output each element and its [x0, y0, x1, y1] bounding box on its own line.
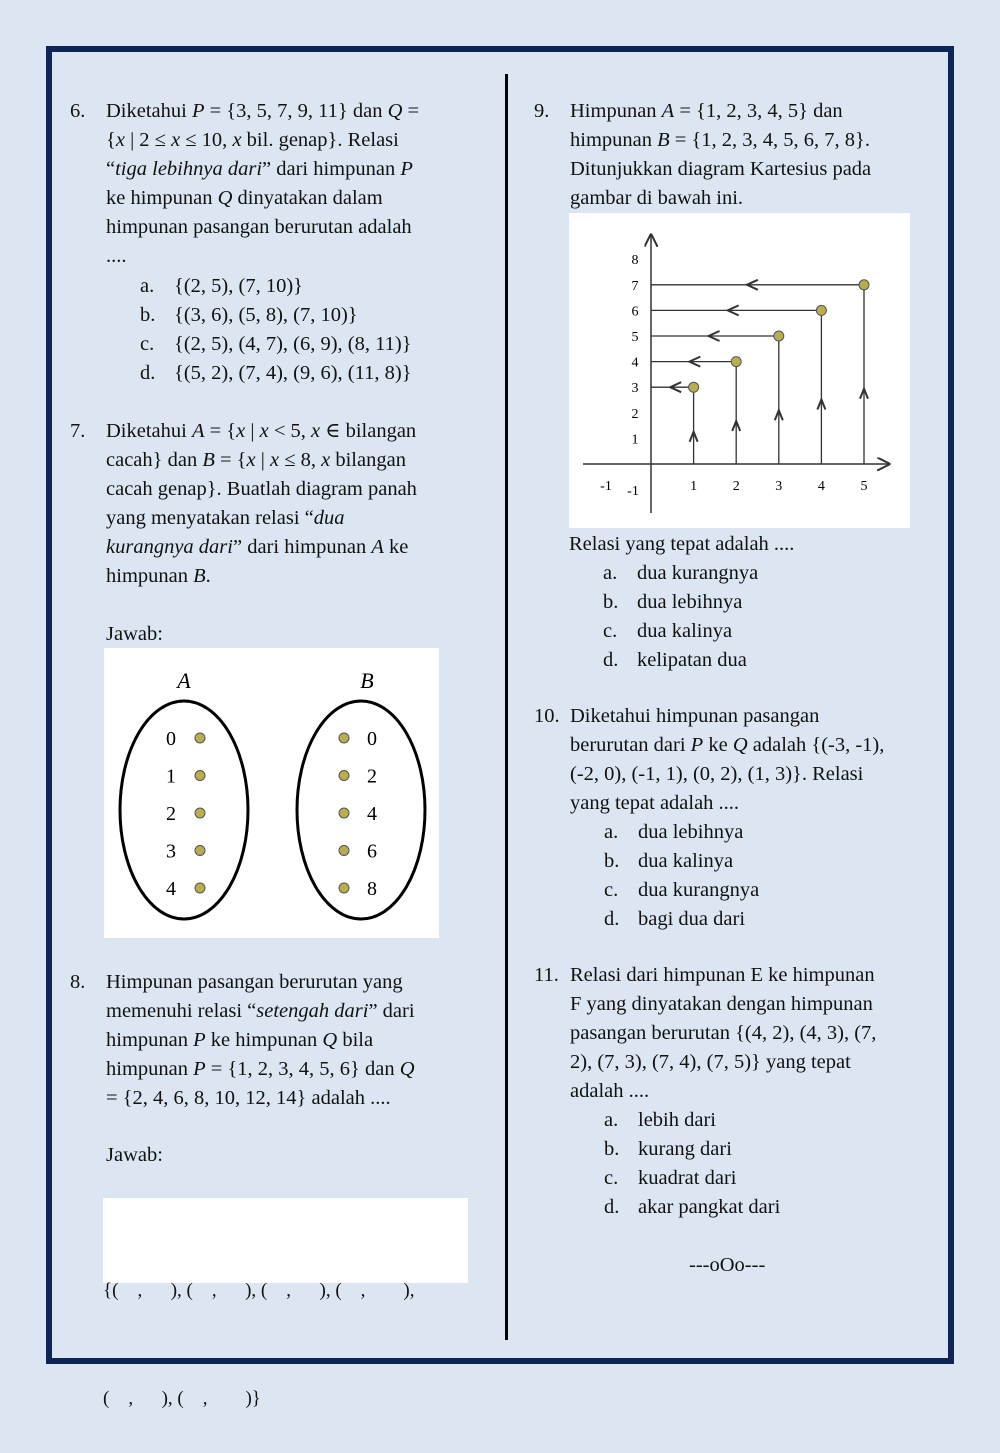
text-line: yang menyatakan relasi “dua	[106, 507, 345, 529]
answer-label: Jawab:	[106, 1144, 163, 1166]
option-text: dua kalinya	[638, 850, 734, 872]
question-number: 7.	[70, 420, 86, 442]
question-9-prompt	[569, 530, 929, 675]
set-a-point[interactable]	[195, 846, 205, 856]
text-line: himpunan B.	[106, 565, 211, 587]
question-text	[570, 702, 934, 818]
option-letter: b.	[604, 850, 620, 872]
question-number: 8.	[70, 971, 86, 993]
text-line: kurangnya dari” dari himpunan A ke	[106, 536, 409, 558]
text-line: himpunan P = {1, 2, 3, 4, 5, 6} dan Q	[106, 1058, 415, 1080]
option-text: dua kalinya	[637, 620, 733, 642]
option-text: bagi dua dari	[638, 908, 746, 930]
question-6	[70, 97, 470, 388]
question-number: 11.	[534, 964, 559, 986]
cartesian-diagram	[569, 213, 910, 528]
set-b-value: 0	[367, 728, 377, 750]
option-c[interactable]	[604, 1164, 934, 1193]
set-a-value: 3	[166, 840, 176, 863]
y-tick-label: 7	[631, 278, 639, 294]
question-8	[70, 968, 470, 1113]
answer-line-1: {( , ), ( , ), ( , ), ( , ),	[103, 1280, 415, 1301]
text-line: Diketahui A = {x | x < 5, x ∈ bilangan	[106, 420, 417, 442]
set-a-value: 1	[166, 765, 176, 788]
x-tick-label: -1	[600, 479, 612, 494]
text-line: Relasi dari himpunan E ke himpunan	[570, 964, 875, 986]
x-tick-label: 3	[775, 479, 783, 494]
option-b[interactable]	[140, 301, 470, 330]
question-text	[570, 961, 934, 1106]
relation-point	[859, 280, 869, 290]
option-text: {(3, 6), (5, 8), (7, 10)}	[174, 304, 358, 326]
text-line: berurutan dari P ke Q adalah {(-3, -1),	[570, 734, 885, 756]
text-line: F yang dinyatakan dengan himpunan	[570, 993, 873, 1015]
set-b-value: 6	[367, 840, 377, 863]
text-line: (-2, 0), (-1, 1), (0, 2), (1, 3)}. Relasi	[570, 763, 864, 785]
text-line: cacah genap}. Buatlah diagram panah	[106, 478, 417, 500]
option-text: {(2, 5), (7, 10)}	[174, 275, 303, 297]
option-letter: a.	[603, 562, 618, 584]
option-letter: d.	[604, 908, 620, 930]
option-letter: c.	[140, 333, 155, 355]
option-d[interactable]	[604, 1193, 934, 1222]
option-text: lebih dari	[638, 1109, 716, 1131]
options	[70, 272, 470, 388]
arrow-diagram	[104, 648, 439, 938]
option-letter: b.	[603, 591, 619, 613]
set-a-value: 4	[166, 878, 176, 900]
set-b-value: 2	[367, 765, 377, 788]
x-tick-label: 5	[860, 479, 868, 494]
text-line: {x | 2 ≤ x ≤ 10, x bil. genap}. Relasi	[106, 129, 399, 151]
y-tick-label: 4	[631, 355, 639, 371]
option-text: dua kurangnya	[637, 562, 759, 584]
option-d[interactable]	[603, 646, 929, 675]
text-line: yang tepat adalah ....	[570, 792, 740, 814]
option-text: {(2, 5), (4, 7), (6, 9), (8, 11)}	[174, 333, 412, 355]
y-tick-label: -1	[627, 484, 639, 499]
text-line: gambar di bawah ini.	[570, 187, 744, 209]
relation-point	[731, 357, 741, 367]
column-divider	[505, 74, 508, 1340]
option-letter: b.	[604, 1138, 620, 1160]
option-text: dua lebihnya	[637, 591, 743, 613]
option-text: akar pangkat dari	[638, 1196, 781, 1218]
question-text	[106, 97, 470, 271]
text-line: adalah ....	[570, 1080, 650, 1102]
text-line: 2), (7, 3), (7, 4), (7, 5)} yang tepat	[570, 1051, 851, 1073]
set-b-point[interactable]	[339, 771, 349, 781]
set-a-point[interactable]	[195, 808, 205, 818]
set-a-point[interactable]	[195, 733, 205, 743]
end-marker: ---oOo---	[689, 1254, 766, 1276]
option-letter: a.	[140, 275, 155, 297]
set-a-value: 0	[166, 728, 176, 750]
set-b-point[interactable]	[339, 808, 349, 818]
text-line: ke himpunan Q dinyatakan dalam	[106, 187, 383, 209]
set-b-point[interactable]	[339, 846, 349, 856]
prompt-text: Relasi yang tepat adalah ....	[569, 533, 795, 555]
set-a-value: 2	[166, 803, 176, 825]
set-b-oval	[297, 701, 425, 919]
text-line: Ditunjukkan diagram Kartesius pada	[570, 158, 872, 180]
set-b-value: 4	[367, 803, 377, 825]
question-text	[106, 968, 470, 1113]
question-text	[570, 97, 934, 213]
option-b[interactable]	[603, 588, 929, 617]
question-10	[534, 702, 934, 934]
text-line: Diketahui P = {3, 5, 7, 9, 11} dan Q =	[106, 100, 420, 122]
option-text: kurang dari	[638, 1138, 732, 1160]
set-b-point[interactable]	[339, 883, 349, 893]
option-a[interactable]	[603, 559, 929, 588]
answer-blanks[interactable]	[103, 1198, 468, 1409]
option-a[interactable]	[604, 818, 934, 847]
text-line: himpunan pasangan berurutan adalah	[106, 216, 412, 238]
y-tick-label: 1	[631, 432, 639, 448]
option-text: kelipatan dua	[637, 649, 747, 671]
text-line: himpunan P ke himpunan Q bila	[106, 1029, 374, 1051]
set-a-members	[166, 728, 205, 900]
question-7	[70, 417, 470, 591]
option-d[interactable]	[140, 359, 470, 388]
text-line: Himpunan pasangan berurutan yang	[106, 971, 403, 993]
y-tick-label: 6	[631, 304, 639, 320]
set-a-oval	[120, 701, 248, 919]
options	[534, 1106, 934, 1222]
x-tick-label: 2	[732, 479, 740, 494]
option-letter: a.	[604, 821, 619, 843]
text-line: “tiga lebihnya dari” dari himpunan P	[106, 158, 413, 180]
set-a-point[interactable]	[195, 883, 205, 893]
option-letter: d.	[604, 1196, 620, 1218]
y-tick-label: 8	[631, 253, 639, 269]
text-line: cacah} dan B = {x | x ≤ 8, x bilangan	[106, 449, 406, 471]
options	[569, 559, 929, 675]
option-text: dua kurangnya	[638, 879, 760, 901]
y-tick-label: 2	[631, 406, 639, 422]
y-tick-label: 3	[631, 381, 639, 397]
set-a-point[interactable]	[195, 771, 205, 781]
set-b-value: 8	[367, 878, 377, 900]
question-9	[534, 97, 934, 213]
option-letter: a.	[604, 1109, 619, 1131]
option-c[interactable]	[603, 617, 929, 646]
option-b[interactable]	[604, 1135, 934, 1164]
relation-point	[816, 305, 826, 315]
question-number: 9.	[534, 100, 550, 122]
question-number: 6.	[70, 100, 86, 122]
option-letter: d.	[603, 649, 619, 671]
text-line: himpunan B = {1, 2, 3, 4, 5, 6, 7, 8}.	[570, 129, 871, 151]
option-d[interactable]	[604, 905, 934, 934]
options	[534, 818, 934, 934]
option-text: kuadrat dari	[638, 1167, 737, 1189]
option-b[interactable]	[604, 847, 934, 876]
question-text	[106, 417, 470, 591]
set-b-point[interactable]	[339, 733, 349, 743]
text-line: ....	[106, 245, 127, 267]
option-text: {(5, 2), (7, 4), (9, 6), (11, 8)}	[174, 362, 412, 384]
set-b-label: B	[360, 668, 374, 693]
relation-point	[689, 382, 699, 392]
y-tick-label: 5	[631, 330, 639, 345]
option-a[interactable]	[140, 272, 470, 301]
option-c[interactable]	[604, 876, 934, 905]
question-number: 10.	[534, 705, 560, 727]
x-tick-label: 1	[690, 479, 698, 494]
option-c[interactable]	[140, 330, 470, 359]
question-11	[534, 961, 934, 1222]
answer-line-2: ( , ), ( , )}	[103, 1388, 261, 1409]
text-line: = {2, 4, 6, 8, 10, 12, 14} adalah ....	[106, 1087, 391, 1109]
set-a-label: A	[177, 668, 191, 693]
set-b-members	[339, 728, 377, 900]
x-tick-label: 4	[817, 479, 825, 494]
option-letter: c.	[604, 1167, 619, 1189]
cartesian-chart	[569, 213, 910, 528]
relation-point	[774, 331, 784, 341]
option-text: dua lebihnya	[638, 821, 744, 843]
text-line: memenuhi relasi “setengah dari” dari	[106, 1000, 415, 1022]
option-letter: b.	[140, 304, 156, 326]
option-letter: c.	[604, 879, 619, 901]
text-line: Himpunan A = {1, 2, 3, 4, 5} dan	[570, 100, 843, 122]
option-letter: d.	[140, 362, 156, 384]
text-line: pasangan berurutan {(4, 2), (4, 3), (7,	[570, 1022, 877, 1044]
text-line: Diketahui himpunan pasangan	[570, 705, 820, 727]
option-a[interactable]	[604, 1106, 934, 1135]
answer-label: Jawab:	[106, 623, 163, 645]
option-letter: c.	[603, 620, 618, 642]
